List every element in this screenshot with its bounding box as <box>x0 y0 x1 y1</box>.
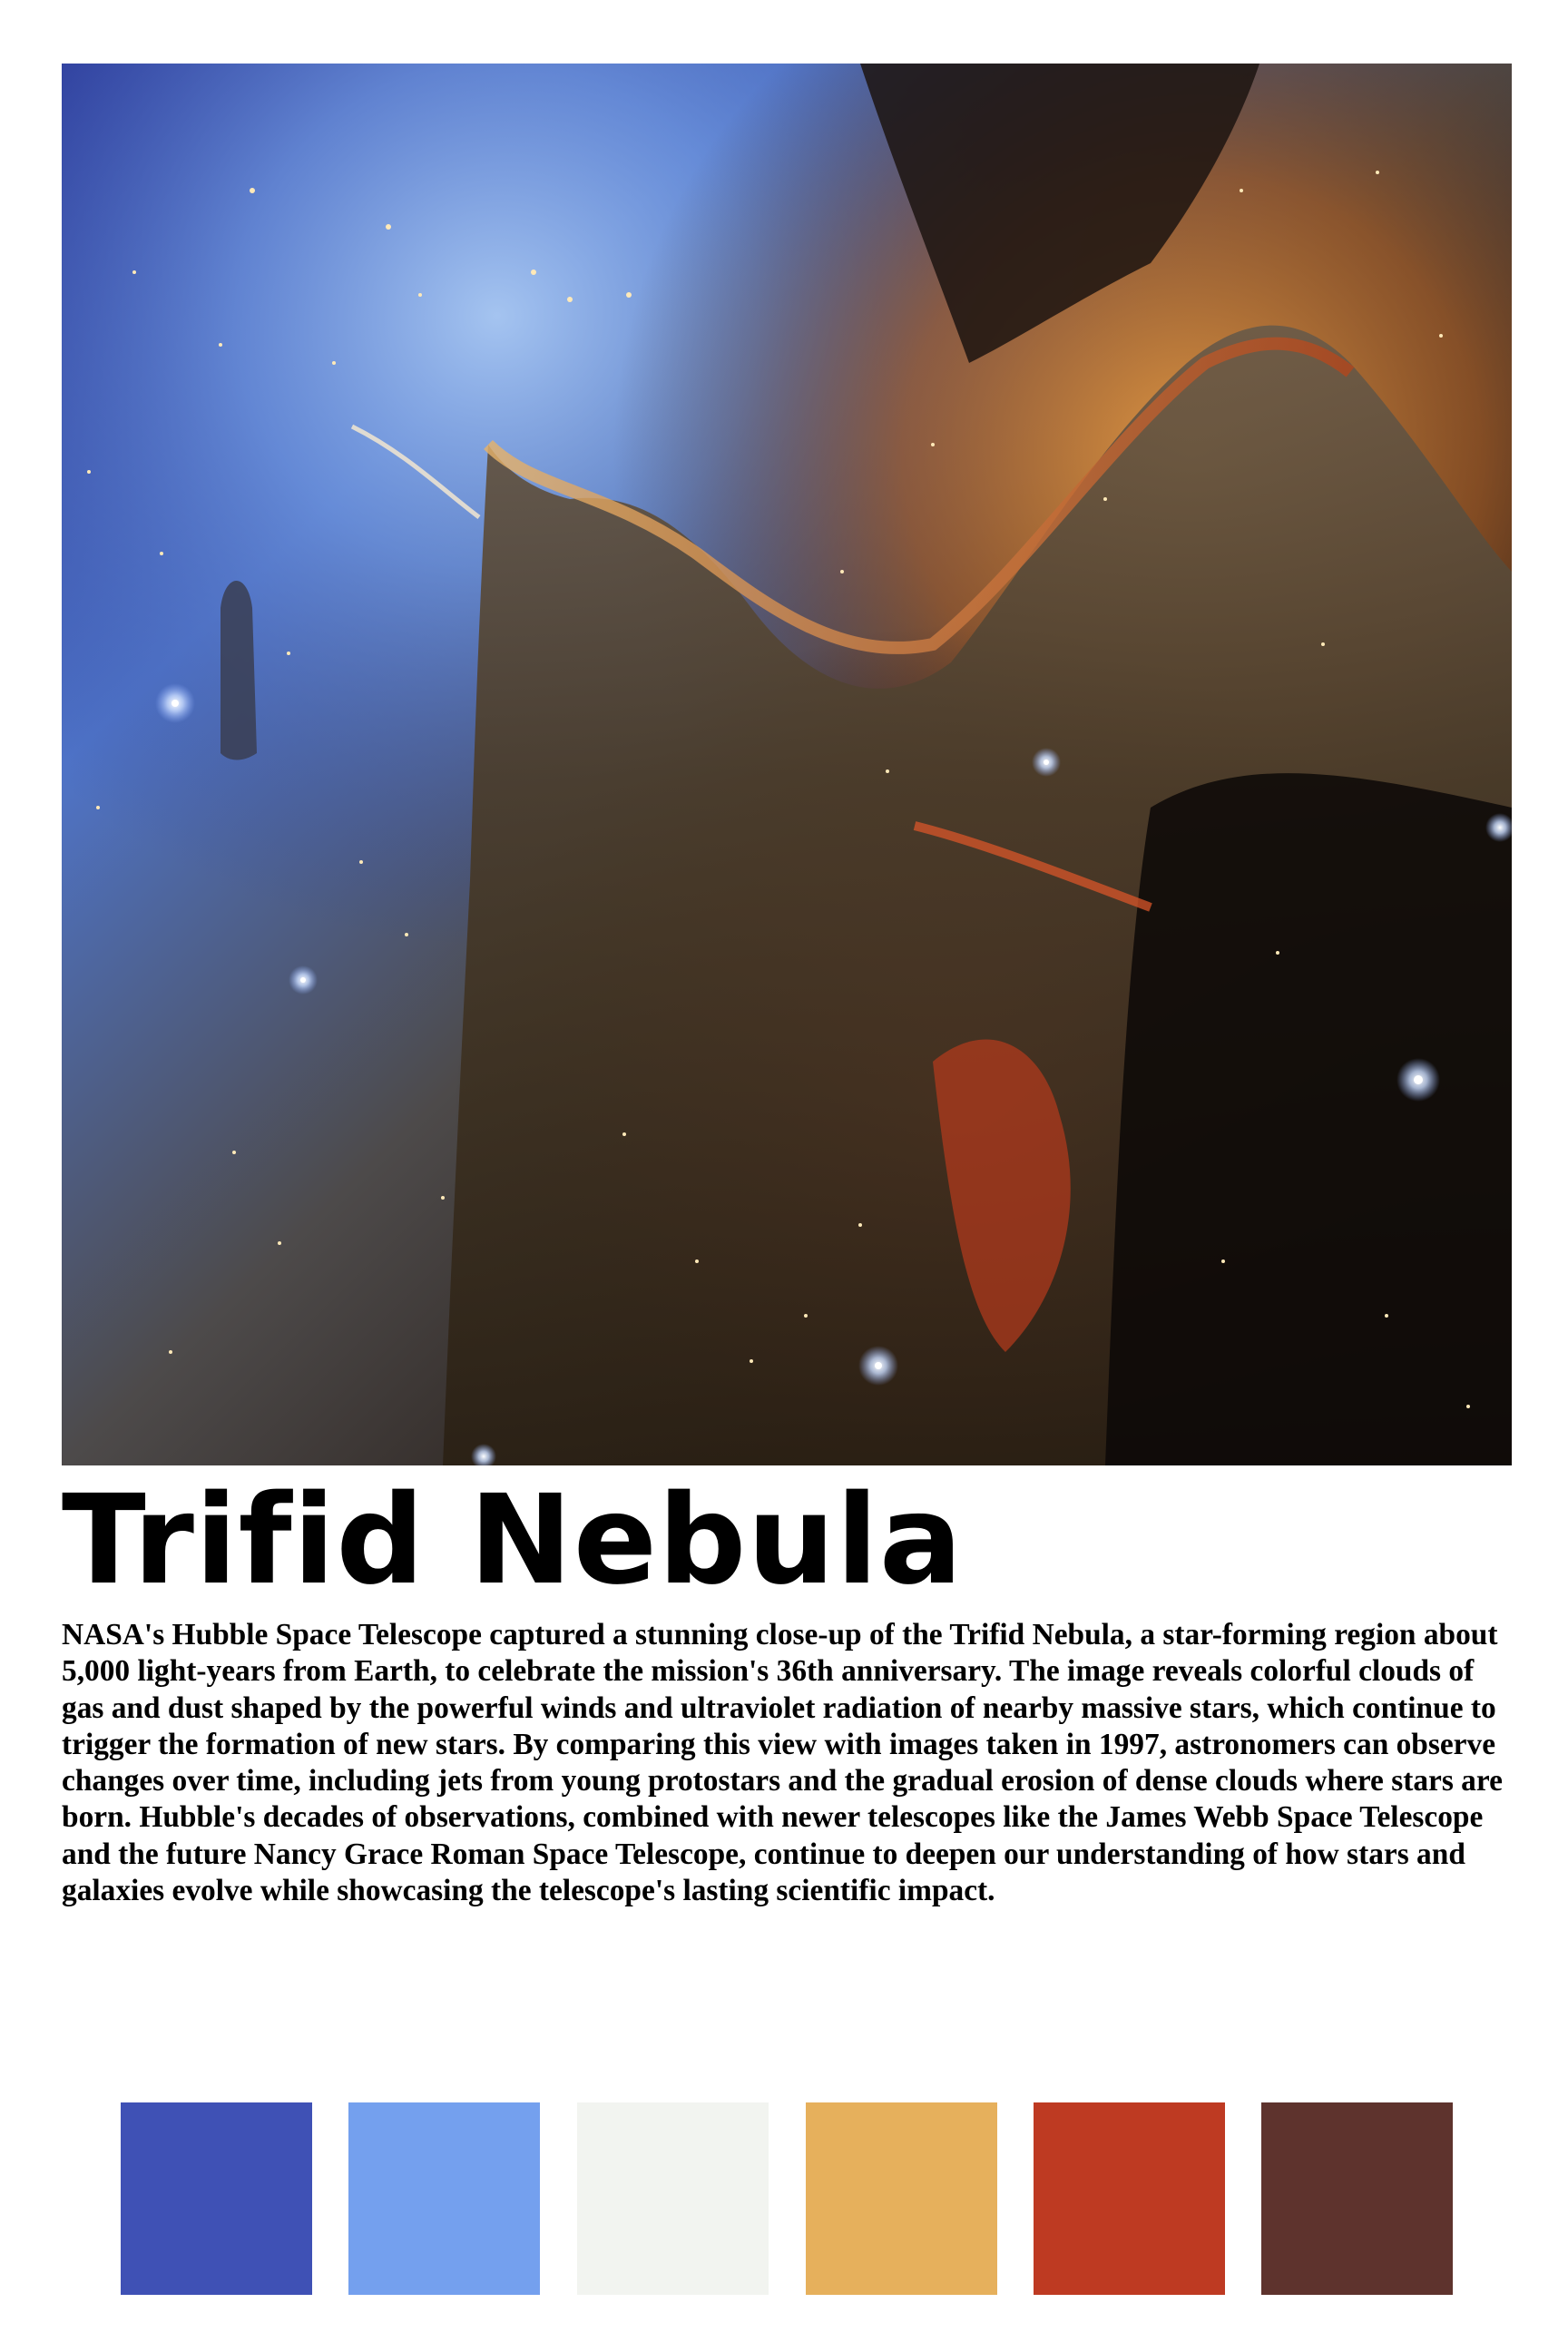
color-swatch <box>348 2102 540 2295</box>
nebula-illustration <box>62 64 1512 1465</box>
color-swatch <box>1261 2102 1453 2295</box>
color-swatch <box>121 2102 312 2295</box>
poster-title: Trifid Nebula <box>62 1469 964 1612</box>
poster-description: NASA's Hubble Space Telescope captured a stunning close-up of the Trifid Nebula, a star-forming region about 5,000 light-years from Earth, to celebrate the mission's 36th anniversary. The image reveals colorful clouds of gas and dust shaped by the powerful winds and ultraviolet radiation of nearby massive stars, which continue to trigger the formation of new stars. By comparing this view with images taken in 1997, astronomers can observe changes over time, including jets from young protostars and the gradual erosion of dense clouds where stars are born. Hubble's decades of observations, combined with newer telescopes like the James Webb Space Telescope and the future Nancy Grace Roman Space Telescope, continue to deepen our understanding of how stars and galaxies evolve while showcasing the telescope's lasting scientific impact. <box>62 1618 1503 1908</box>
color-swatch <box>577 2102 769 2295</box>
color-swatch <box>806 2102 997 2295</box>
color-palette <box>121 2102 1453 2295</box>
nebula-photo <box>62 64 1512 1465</box>
color-swatch <box>1034 2102 1225 2295</box>
